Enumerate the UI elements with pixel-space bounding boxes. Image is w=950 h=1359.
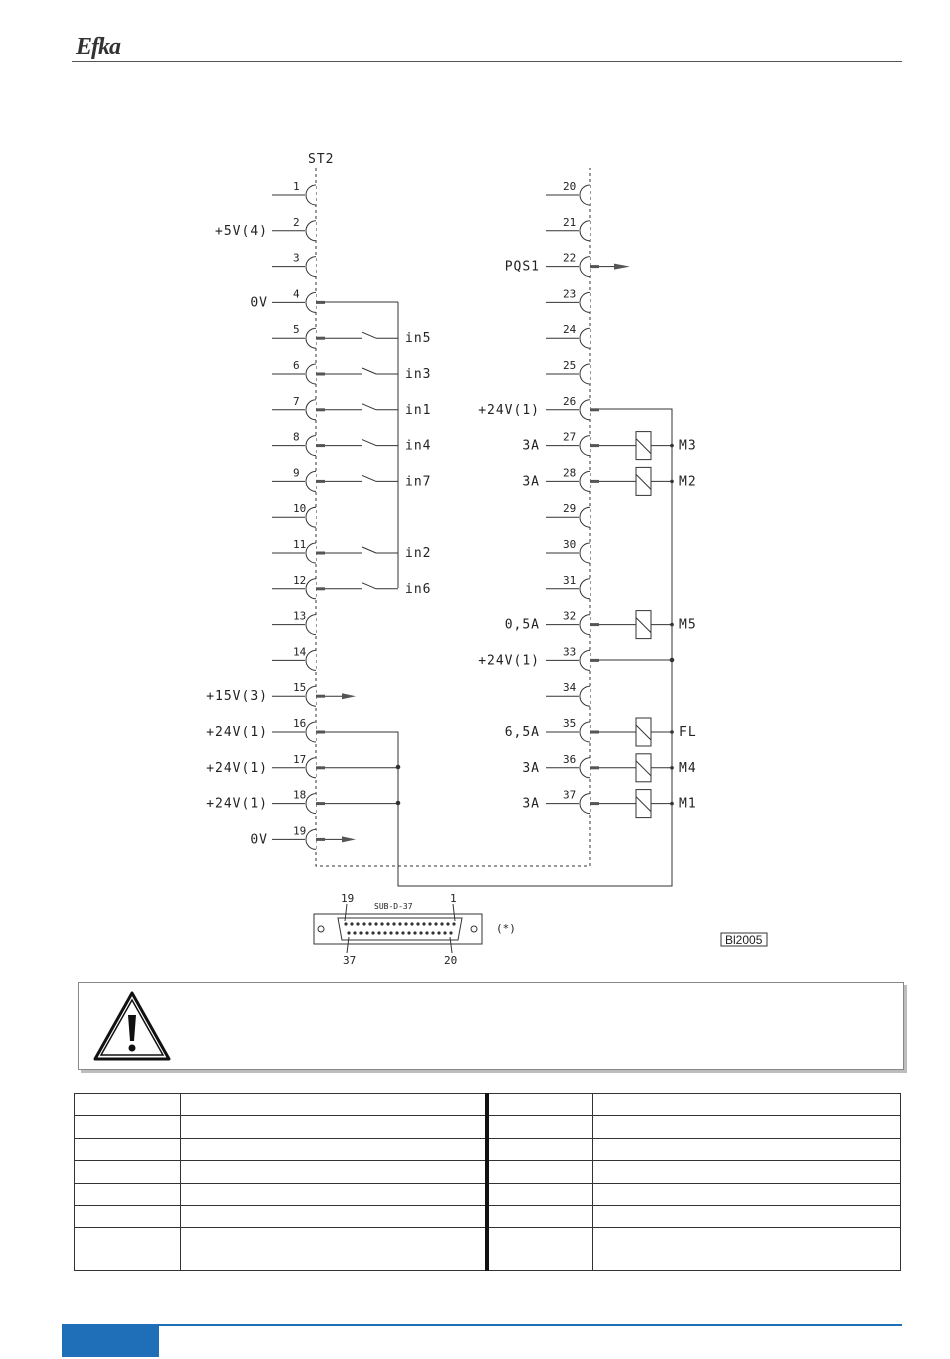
- table-cell: [181, 1183, 487, 1205]
- output-FL: FL: [679, 725, 697, 740]
- pin-label: +24V(1): [478, 402, 540, 418]
- pin-2: [215, 216, 316, 241]
- pin-label: 3A: [522, 474, 540, 490]
- table-cell: [593, 1094, 901, 1116]
- pin-label: 0V: [250, 832, 268, 848]
- pin-number: 3: [293, 251, 300, 265]
- pin-number: 25: [563, 359, 577, 372]
- efka-logo: Efka: [76, 34, 120, 60]
- table-cell: [181, 1161, 487, 1183]
- pin-number: 13: [293, 609, 307, 623]
- junction-18: [396, 801, 400, 805]
- input-in6: in6: [405, 581, 432, 597]
- pin-23: [546, 287, 590, 312]
- pin-22: [505, 252, 630, 277]
- input-in3: in3: [405, 367, 432, 382]
- pin-number: 26: [563, 394, 577, 408]
- pin-number: 30: [563, 538, 577, 551]
- pin-number: 35: [563, 717, 577, 730]
- output-M1: M1: [679, 796, 697, 812]
- footer-tab: [62, 1324, 159, 1357]
- pin-label: 0V: [250, 295, 268, 311]
- pin-number: 36: [563, 752, 577, 766]
- table-cell: [487, 1205, 593, 1227]
- table-cell: [487, 1094, 593, 1116]
- table-cell: [593, 1138, 901, 1160]
- table-cell: [181, 1205, 487, 1227]
- pin-number: 10: [293, 502, 307, 516]
- table-cell: [593, 1161, 901, 1183]
- pin-14: [272, 645, 316, 670]
- table-cell: [75, 1138, 181, 1160]
- pin-36: [522, 753, 696, 782]
- output-M4: M4: [679, 760, 697, 776]
- sub-d-note: (*): [496, 922, 516, 935]
- footer-rule: [62, 1324, 902, 1326]
- pin-13: [272, 610, 316, 635]
- table-cell: [75, 1205, 181, 1227]
- pin-18: [206, 789, 398, 814]
- pin-number: 1: [293, 180, 300, 193]
- pin-28: [522, 466, 696, 495]
- pin-label: 3A: [522, 760, 540, 776]
- figure-id: Bl2005: [725, 933, 763, 947]
- pin-label: 3A: [522, 796, 540, 812]
- pin-label: 3A: [522, 438, 540, 454]
- sub-d-name: SUB-D-37: [374, 902, 413, 911]
- pin-number: 24: [563, 323, 577, 337]
- table-cell: [593, 1205, 901, 1227]
- pin-26: [478, 395, 599, 420]
- pin-label: 0,5A: [504, 617, 540, 633]
- sub-d-pin-19: 19: [341, 892, 355, 905]
- pin-number: 4: [293, 287, 300, 301]
- output-M3: M3: [679, 438, 697, 454]
- pin-32: [505, 610, 697, 639]
- pin-31: [546, 574, 590, 599]
- table-cell: [593, 1116, 901, 1138]
- pin-number: 22: [563, 251, 577, 265]
- pin-5: [272, 323, 431, 348]
- input-in7: in7: [405, 474, 432, 490]
- pin-34: [546, 681, 590, 706]
- pin-number: 32: [563, 609, 577, 623]
- sub-d-pin-20: 20: [444, 954, 458, 967]
- pin-label: +24V(1): [206, 796, 268, 812]
- data-table: [74, 1093, 901, 1271]
- warning-triangle-icon: [91, 989, 173, 1063]
- pin-24: [546, 323, 590, 348]
- pin-number: 7: [293, 394, 300, 408]
- pin-label: 6,5A: [504, 725, 540, 740]
- input-in5: in5: [405, 331, 432, 347]
- input-in2: in2: [405, 546, 432, 561]
- pin-label: PQS1: [504, 259, 540, 275]
- pin-19: [250, 824, 356, 849]
- pin-25: [546, 359, 590, 384]
- table-cell: [487, 1183, 593, 1205]
- table-cell: [75, 1228, 181, 1271]
- table-cell: [593, 1183, 901, 1205]
- pin-16: [206, 717, 325, 742]
- pin-number: 9: [293, 466, 300, 480]
- pin-number: 20: [563, 180, 577, 193]
- pin-number: 11: [293, 538, 307, 551]
- table-row: [75, 1205, 901, 1227]
- table-row: [75, 1138, 901, 1160]
- pin-number: 15: [293, 681, 307, 695]
- table-cell: [75, 1094, 181, 1116]
- sub-d-pin-1: 1: [450, 892, 457, 905]
- table-cell: [75, 1183, 181, 1205]
- pin-number: 37: [563, 788, 577, 802]
- table-cell: [181, 1116, 487, 1138]
- table-cell: [487, 1138, 593, 1160]
- input-in1: in1: [405, 402, 432, 418]
- pin-30: [546, 538, 590, 563]
- pin-11: [272, 538, 431, 563]
- pin-label: +24V(1): [206, 725, 268, 740]
- pin-number: 28: [563, 466, 577, 480]
- output-M5: M5: [679, 617, 697, 633]
- table-row: [75, 1161, 901, 1183]
- table-cell: [75, 1161, 181, 1183]
- input-in4: in4: [405, 438, 432, 454]
- pin-number: 27: [563, 430, 577, 444]
- pin-12: [272, 574, 431, 599]
- pin-35: [505, 717, 697, 746]
- pin-number: 34: [563, 681, 577, 695]
- pin-number: 2: [293, 215, 300, 229]
- table-row: [75, 1228, 901, 1271]
- table-cell: [487, 1228, 593, 1271]
- table-cell: [181, 1228, 487, 1271]
- connector-label: ST2: [308, 152, 335, 167]
- pin-number: 21: [563, 215, 577, 229]
- pin-6: [272, 359, 431, 384]
- pin-number: 18: [293, 788, 307, 802]
- pin-label: +15V(3): [206, 689, 268, 705]
- pin-20: [546, 180, 590, 205]
- warning-box: [78, 982, 904, 1070]
- pin-15: [206, 681, 356, 706]
- pin-label: +5V(4): [215, 223, 268, 239]
- pin-number: 29: [563, 502, 577, 516]
- output-M2: M2: [679, 474, 697, 490]
- pin-9: [272, 466, 431, 491]
- pin-21: [546, 216, 590, 241]
- pin-number: 16: [293, 717, 307, 730]
- table-row: [75, 1094, 901, 1116]
- pin-8: [272, 431, 431, 456]
- sub-d-connector: [314, 904, 482, 953]
- pin-4: [250, 287, 325, 312]
- pin-29: [546, 502, 590, 527]
- table-cell: [487, 1161, 593, 1183]
- pin-number: 14: [293, 645, 307, 659]
- pin-label: +24V(1): [478, 653, 540, 669]
- pin-number: 5: [293, 323, 300, 337]
- pin-number: 6: [293, 359, 300, 372]
- table-cell: [181, 1094, 487, 1116]
- pin-number: 17: [293, 752, 307, 766]
- table-cell: [181, 1138, 487, 1160]
- junction-33: [670, 658, 674, 662]
- pin-number: 31: [563, 573, 577, 587]
- table-row: [75, 1116, 901, 1138]
- table-cell: [593, 1228, 901, 1271]
- pin-1: [272, 180, 316, 205]
- pin-label: +24V(1): [206, 760, 268, 776]
- pin-number: 23: [563, 287, 577, 301]
- pin-37: [522, 789, 696, 818]
- pin-number: 8: [293, 430, 300, 444]
- pin-7: [272, 395, 431, 420]
- table-cell: [75, 1116, 181, 1138]
- sub-d-pin-37: 37: [343, 954, 357, 967]
- pin-33: [478, 645, 599, 670]
- pin-number: 33: [563, 645, 577, 659]
- table-row: [75, 1183, 901, 1205]
- pin-10: [272, 502, 316, 527]
- pin-number: 12: [293, 573, 307, 587]
- pin-3: [272, 252, 316, 277]
- pin-number: 19: [293, 824, 307, 838]
- pin-17: [206, 753, 398, 778]
- pin-27: [522, 431, 696, 460]
- table-cell: [487, 1116, 593, 1138]
